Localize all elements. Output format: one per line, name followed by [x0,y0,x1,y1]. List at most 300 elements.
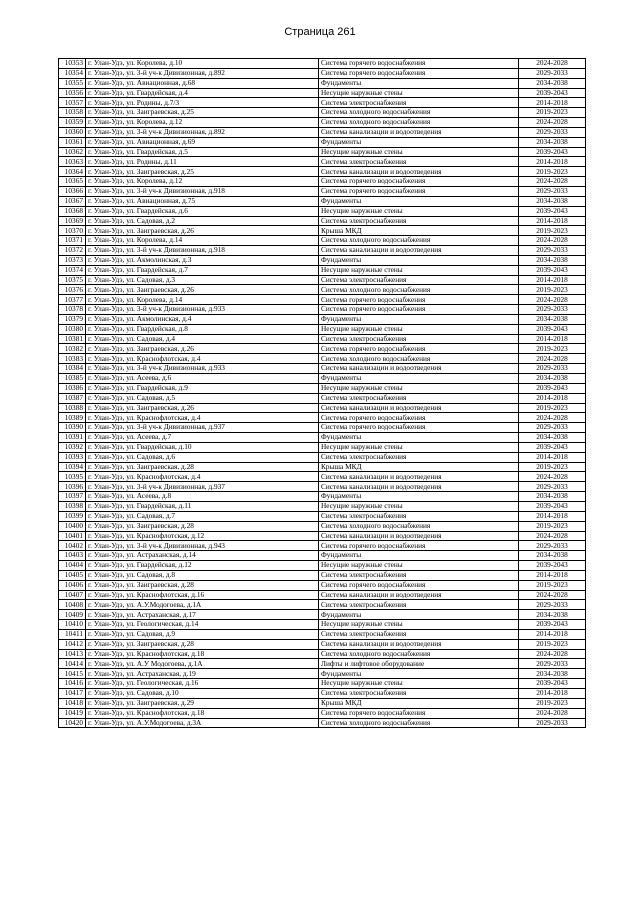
period-cell: 2019-2023 [519,226,586,236]
table-row [59,521,586,531]
address-cell: г. Улан-Удэ, ул. Королева, д.12 [86,177,319,187]
repair-schedule-table [58,58,586,728]
period-cell: 2029-2033 [519,305,586,315]
period-cell: 2029-2033 [519,364,586,374]
table-row [59,226,586,236]
period-cell: 2039-2043 [519,561,586,571]
row-number-cell: 10415 [59,669,86,679]
table-row [59,580,586,590]
address-cell: г. Улан-Удэ, ул. Асеева, д.8 [86,492,319,502]
address-cell: г. Улан-Удэ, ул. Краснофлотская, д.4 [86,472,319,482]
address-cell: г. Улан-Удэ, ул. Садовая, д.2 [86,216,319,226]
system-cell: Система электроснабжения [319,629,519,639]
address-cell: г. Улан-Удэ, ул. 3-й уч-к Дивизионная, д.918 [86,246,319,256]
table-row [59,511,586,521]
table-row [59,364,586,374]
period-cell: 2014-2018 [519,98,586,108]
system-cell: Система канализации и водоотведения [319,403,519,413]
address-cell: г. Улан-Удэ, ул. Королева, д.10 [86,59,319,69]
address-cell: г. Улан-Удэ, ул. А.У.Модогоева, д.3А [86,718,319,728]
address-cell: г. Улан-Удэ, ул. Садовая, д.7 [86,511,319,521]
row-number-cell: 10353 [59,59,86,69]
table-row [59,669,586,679]
system-cell: Система канализации и водоотведения [319,531,519,541]
system-cell: Система холодного водоснабжения [319,354,519,364]
system-cell: Система холодного водоснабжения [319,649,519,659]
address-cell: г. Улан-Удэ, ул. Краснофлотская, д.4 [86,413,319,423]
period-cell: 2029-2033 [519,423,586,433]
address-cell: г. Улан-Удэ, ул. Заиграевская, д.29 [86,698,319,708]
row-number-cell: 10357 [59,98,86,108]
row-number-cell: 10412 [59,639,86,649]
row-number-cell: 10404 [59,561,86,571]
address-cell: г. Улан-Удэ, ул. Астраханская, д.14 [86,551,319,561]
period-cell: 2029-2033 [519,718,586,728]
address-cell: г. Улан-Удэ, ул. Заиграевская, д.26 [86,344,319,354]
system-cell: Система горячего водоснабжения [319,541,519,551]
period-cell: 2024-2028 [519,472,586,482]
table-row [59,649,586,659]
system-cell: Система канализации и водоотведения [319,364,519,374]
address-cell: г. Улан-Удэ, ул. 3-й уч-к Дивизионная, д.937 [86,482,319,492]
row-number-cell: 10389 [59,413,86,423]
table-row [59,639,586,649]
period-cell: 2039-2043 [519,265,586,275]
row-number-cell: 10397 [59,492,86,502]
address-cell: г. Улан-Удэ, ул. Краснофлотская, д.18 [86,649,319,659]
system-cell: Несущие наружные стены [319,324,519,334]
row-number-cell: 10375 [59,275,86,285]
address-cell: г. Улан-Удэ, ул. Гвардейская, д.9 [86,383,319,393]
table-row [59,324,586,334]
row-number-cell: 10407 [59,590,86,600]
address-cell: г. Улан-Удэ, ул. Краснофлотская, д.18 [86,708,319,718]
system-cell: Фундаменты [319,137,519,147]
period-cell: 2014-2018 [519,393,586,403]
system-cell: Несущие наружные стены [319,620,519,630]
system-cell: Система холодного водоснабжения [319,118,519,128]
period-cell: 2014-2018 [519,629,586,639]
table-row [59,492,586,502]
row-number-cell: 10419 [59,708,86,718]
address-cell: г. Улан-Удэ, ул. А.У.Модогоева, д.1А [86,600,319,610]
table-row [59,620,586,630]
address-cell: г. Улан-Удэ, ул. 3-й уч-к Дивизионная, д.933 [86,364,319,374]
table-row [59,344,586,354]
table-row [59,590,586,600]
period-cell: 2019-2023 [519,167,586,177]
system-cell: Система электроснабжения [319,511,519,521]
period-cell: 2039-2043 [519,501,586,511]
system-cell: Фундаменты [319,433,519,443]
period-cell: 2014-2018 [519,216,586,226]
period-cell: 2029-2033 [519,68,586,78]
system-cell: Система электроснабжения [319,157,519,167]
table-row [59,403,586,413]
period-cell: 2024-2028 [519,236,586,246]
table-row [59,541,586,551]
period-cell: 2039-2043 [519,324,586,334]
row-number-cell: 10413 [59,649,86,659]
address-cell: г. Улан-Удэ, ул. Заиграевская, д.28 [86,580,319,590]
table-row [59,442,586,452]
row-number-cell: 10390 [59,423,86,433]
row-number-cell: 10399 [59,511,86,521]
row-number-cell: 10386 [59,383,86,393]
address-cell: г. Улан-Удэ, ул. Королева, д.12 [86,118,319,128]
table-row [59,127,586,137]
system-cell: Фундаменты [319,374,519,384]
address-cell: г. Улан-Удэ, ул. Заиграевская, д.26 [86,226,319,236]
table-row [59,59,586,69]
table-row [59,393,586,403]
system-cell: Фундаменты [319,314,519,324]
system-cell: Система канализации и водоотведения [319,167,519,177]
row-number-cell: 10401 [59,531,86,541]
period-cell: 2029-2033 [519,186,586,196]
address-cell: г. Улан-Удэ, ул. Асеева, д.6 [86,374,319,384]
period-cell: 2014-2018 [519,511,586,521]
system-cell: Система канализации и водоотведения [319,246,519,256]
table-row [59,305,586,315]
period-cell: 2019-2023 [519,344,586,354]
system-cell: Система горячего водоснабжения [319,186,519,196]
period-cell: 2024-2028 [519,708,586,718]
system-cell: Система холодного водоснабжения [319,718,519,728]
period-cell: 2029-2033 [519,600,586,610]
table-body [59,59,586,728]
system-cell: Система холодного водоснабжения [319,285,519,295]
system-cell: Система горячего водоснабжения [319,580,519,590]
table-row [59,206,586,216]
address-cell: г. Улан-Удэ, ул. Асеева, д.7 [86,433,319,443]
address-cell: г. Улан-Удэ, ул. Астраханская, д.17 [86,610,319,620]
address-cell: г. Улан-Удэ, ул. Родины, д.7/3 [86,98,319,108]
period-cell: 2014-2018 [519,570,586,580]
address-cell: г. Улан-Удэ, ул. Заиграевская, д.28 [86,639,319,649]
row-number-cell: 10354 [59,68,86,78]
row-number-cell: 10396 [59,482,86,492]
system-cell: Система электроснабжения [319,570,519,580]
system-cell: Фундаменты [319,610,519,620]
system-cell: Система горячего водоснабжения [319,177,519,187]
table-row [59,433,586,443]
table-row [59,108,586,118]
row-number-cell: 10368 [59,206,86,216]
address-cell: г. Улан-Удэ, ул. 3-й уч-к Дивизионная, д.892 [86,127,319,137]
period-cell: 2024-2028 [519,354,586,364]
table-row [59,501,586,511]
period-cell: 2029-2033 [519,127,586,137]
address-cell: г. Улан-Удэ, ул. Садовая, д.9 [86,629,319,639]
period-cell: 2029-2033 [519,541,586,551]
system-cell: Система канализации и водоотведения [319,472,519,482]
row-number-cell: 10391 [59,433,86,443]
address-cell: г. Улан-Удэ, ул. Садовая, д.8 [86,570,319,580]
system-cell: Система холодного водоснабжения [319,108,519,118]
system-cell: Система горячего водоснабжения [319,413,519,423]
row-number-cell: 10416 [59,679,86,689]
period-cell: 2034-2038 [519,137,586,147]
period-cell: 2034-2038 [519,433,586,443]
period-cell: 2024-2028 [519,118,586,128]
address-cell: г. Улан-Удэ, ул. Королева, д.14 [86,295,319,305]
system-cell: Несущие наружные стены [319,561,519,571]
row-number-cell: 10383 [59,354,86,364]
period-cell: 2034-2038 [519,255,586,265]
table-row [59,196,586,206]
system-cell: Система канализации и водоотведения [319,127,519,137]
table-row [59,698,586,708]
table-row [59,88,586,98]
system-cell: Фундаменты [319,78,519,88]
system-cell: Система электроснабжения [319,452,519,462]
table-row [59,482,586,492]
table-row [59,334,586,344]
row-number-cell: 10374 [59,265,86,275]
address-cell: г. Улан-Удэ, ул. Краснофлотская, д.12 [86,531,319,541]
row-number-cell: 10380 [59,324,86,334]
table-row [59,462,586,472]
table-row [59,177,586,187]
row-number-cell: 10400 [59,521,86,531]
address-cell: г. Улан-Удэ, ул. Гвардейская, д.6 [86,206,319,216]
period-cell: 2024-2028 [519,59,586,69]
system-cell: Несущие наружные стены [319,147,519,157]
table-row [59,98,586,108]
system-cell: Система электроснабжения [319,334,519,344]
period-cell: 2034-2038 [519,551,586,561]
address-cell: г. Улан-Удэ, ул. Садовая, д.5 [86,393,319,403]
system-cell: Крыша МКД [319,462,519,472]
period-cell: 2029-2033 [519,246,586,256]
address-cell: г. Улан-Удэ, ул. Гвардейская, д.12 [86,561,319,571]
address-cell: г. Улан-Удэ, ул. 3-й уч-к Дивизионная, д.933 [86,305,319,315]
address-cell: г. Улан-Удэ, ул. Геологическая, д.16 [86,679,319,689]
row-number-cell: 10403 [59,551,86,561]
table-row [59,659,586,669]
row-number-cell: 10360 [59,127,86,137]
period-cell: 2039-2043 [519,442,586,452]
row-number-cell: 10406 [59,580,86,590]
address-cell: г. Улан-Удэ, ул. Заиграевская, д.28 [86,521,319,531]
row-number-cell: 10418 [59,698,86,708]
period-cell: 2034-2038 [519,492,586,502]
period-cell: 2024-2028 [519,413,586,423]
system-cell: Несущие наружные стены [319,442,519,452]
row-number-cell: 10356 [59,88,86,98]
table-row [59,561,586,571]
address-cell: г. Улан-Удэ, ул. Заиграевская, д.26 [86,285,319,295]
address-cell: г. Улан-Удэ, ул. Краснофлотская, д.16 [86,590,319,600]
table-row [59,610,586,620]
system-cell: Фундаменты [319,196,519,206]
row-number-cell: 10372 [59,246,86,256]
table-row [59,118,586,128]
row-number-cell: 10388 [59,403,86,413]
system-cell: Система горячего водоснабжения [319,59,519,69]
row-number-cell: 10359 [59,118,86,128]
address-cell: г. Улан-Удэ, ул. Авиационная, д.68 [86,78,319,88]
row-number-cell: 10381 [59,334,86,344]
row-number-cell: 10377 [59,295,86,305]
address-cell: г. Улан-Удэ, ул. Садовая, д.10 [86,689,319,699]
system-cell: Система горячего водоснабжения [319,423,519,433]
period-cell: 2039-2043 [519,383,586,393]
system-cell: Система холодного водоснабжения [319,236,519,246]
address-cell: г. Улан-Удэ, ул. Гвардейская, д.4 [86,88,319,98]
row-number-cell: 10392 [59,442,86,452]
row-number-cell: 10402 [59,541,86,551]
address-cell: г. Улан-Удэ, ул. Садовая, д.6 [86,452,319,462]
period-cell: 2034-2038 [519,669,586,679]
row-number-cell: 10411 [59,629,86,639]
period-cell: 2039-2043 [519,206,586,216]
system-cell: Система электроснабжения [319,393,519,403]
row-number-cell: 10394 [59,462,86,472]
table-row [59,600,586,610]
address-cell: г. Улан-Удэ, ул. А.У Модогоева, д.1А [86,659,319,669]
system-cell: Фундаменты [319,492,519,502]
address-cell: г. Улан-Удэ, ул. Авиационная, д.75 [86,196,319,206]
system-cell: Система холодного водоснабжения [319,521,519,531]
period-cell: 2014-2018 [519,157,586,167]
system-cell: Система электроснабжения [319,275,519,285]
address-cell: г. Улан-Удэ, ул. Краснофлотская, д.4 [86,354,319,364]
table-row [59,689,586,699]
system-cell: Фундаменты [319,669,519,679]
address-cell: г. Улан-Удэ, ул. 3-й уч-к Дивизионная, д.918 [86,186,319,196]
row-number-cell: 10393 [59,452,86,462]
page-number-header: Страница 261 [284,26,356,38]
period-cell: 2019-2023 [519,521,586,531]
system-cell: Несущие наружные стены [319,206,519,216]
system-cell: Система горячего водоснабжения [319,68,519,78]
period-cell: 2034-2038 [519,78,586,88]
period-cell: 2039-2043 [519,679,586,689]
address-cell: г. Улан-Удэ, ул. 3-й уч-к Дивизионная, д.943 [86,541,319,551]
system-cell: Несущие наружные стены [319,679,519,689]
period-cell: 2019-2023 [519,698,586,708]
period-cell: 2014-2018 [519,275,586,285]
address-cell: г. Улан-Удэ, ул. Заиграевская, д.26 [86,403,319,413]
system-cell: Система горячего водоснабжения [319,708,519,718]
address-cell: г. Улан-Удэ, ул. Королева, д.14 [86,236,319,246]
system-cell: Система горячего водоснабжения [319,305,519,315]
row-number-cell: 10385 [59,374,86,384]
table-row [59,531,586,541]
period-cell: 2024-2028 [519,531,586,541]
row-number-cell: 10414 [59,659,86,669]
system-cell: Система канализации и водоотведения [319,590,519,600]
table-row [59,452,586,462]
row-number-cell: 10365 [59,177,86,187]
table-row [59,167,586,177]
system-cell: Система канализации и водоотведения [319,639,519,649]
row-number-cell: 10373 [59,255,86,265]
table-row [59,78,586,88]
table-row [59,413,586,423]
address-cell: г. Улан-Удэ, ул. Акмолинская, д.3 [86,255,319,265]
period-cell: 2024-2028 [519,649,586,659]
table-row [59,236,586,246]
address-cell: г. Улан-Удэ, ул. Заиграевская, д.25 [86,108,319,118]
table-row [59,295,586,305]
table-row [59,246,586,256]
table-row [59,708,586,718]
address-cell: г. Улан-Удэ, ул. Гвардейская, д.10 [86,442,319,452]
table-row [59,285,586,295]
table-row [59,147,586,157]
period-cell: 2034-2038 [519,610,586,620]
row-number-cell: 10367 [59,196,86,206]
table-row [59,275,586,285]
system-cell: Система электроснабжения [319,600,519,610]
row-number-cell: 10366 [59,186,86,196]
row-number-cell: 10398 [59,501,86,511]
period-cell: 2024-2028 [519,590,586,600]
row-number-cell: 10384 [59,364,86,374]
period-cell: 2034-2038 [519,314,586,324]
row-number-cell: 10408 [59,600,86,610]
period-cell: 2019-2023 [519,108,586,118]
row-number-cell: 10364 [59,167,86,177]
system-cell: Крыша МКД [319,698,519,708]
row-number-cell: 10395 [59,472,86,482]
table-row [59,383,586,393]
address-cell: г. Улан-Удэ, ул. Акмолинская, д.4 [86,314,319,324]
system-cell: Система горячего водоснабжения [319,295,519,305]
table-row [59,186,586,196]
period-cell: 2019-2023 [519,403,586,413]
table-row [59,216,586,226]
address-cell: г. Улан-Удэ, ул. Геологическая, д.14 [86,620,319,630]
address-cell: г. Улан-Удэ, ул. 3-й уч-к Дивизионная, д.892 [86,68,319,78]
row-number-cell: 10382 [59,344,86,354]
table-row [59,374,586,384]
row-number-cell: 10409 [59,610,86,620]
row-number-cell: 10355 [59,78,86,88]
address-cell: г. Улан-Удэ, ул. Гвардейская, д.8 [86,324,319,334]
period-cell: 2024-2028 [519,295,586,305]
period-cell: 2019-2023 [519,285,586,295]
row-number-cell: 10387 [59,393,86,403]
row-number-cell: 10370 [59,226,86,236]
address-cell: г. Улан-Удэ, ул. Гвардейская, д.11 [86,501,319,511]
system-cell: Система электроснабжения [319,689,519,699]
system-cell: Фундаменты [319,255,519,265]
period-cell: 2039-2043 [519,620,586,630]
address-cell: г. Улан-Удэ, ул. Заиграевская, д.25 [86,167,319,177]
period-cell: 2014-2018 [519,452,586,462]
period-cell: 2029-2033 [519,659,586,669]
row-number-cell: 10362 [59,147,86,157]
period-cell: 2039-2043 [519,88,586,98]
table-row [59,423,586,433]
period-cell: 2019-2023 [519,580,586,590]
system-cell: Система электроснабжения [319,98,519,108]
system-cell: Несущие наружные стены [319,265,519,275]
row-number-cell: 10369 [59,216,86,226]
table-row [59,551,586,561]
address-cell: г. Улан-Удэ, ул. Заиграевская, д.28 [86,462,319,472]
system-cell: Несущие наружные стены [319,88,519,98]
table-row [59,472,586,482]
period-cell: 2029-2033 [519,482,586,492]
period-cell: 2024-2028 [519,177,586,187]
row-number-cell: 10420 [59,718,86,728]
row-number-cell: 10363 [59,157,86,167]
